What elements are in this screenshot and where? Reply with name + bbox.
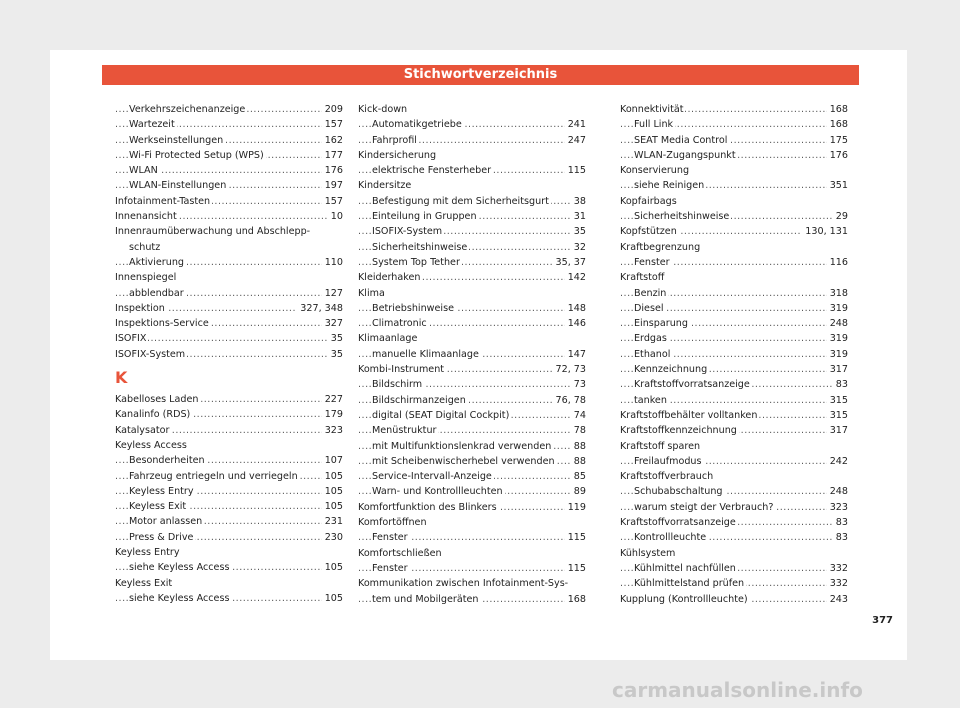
index-entry	[620, 102, 848, 117]
index-column-3	[620, 102, 848, 607]
index-entry-label: Innenansicht	[115, 211, 177, 223]
index-entry-page: 105	[322, 499, 343, 514]
index-entry-page: 351	[827, 178, 848, 193]
index-entry	[115, 407, 343, 422]
index-entry	[358, 408, 586, 423]
index-entry	[620, 454, 848, 469]
index-entry	[115, 438, 343, 453]
index-entry-label: Komfortöffnen	[358, 517, 427, 529]
index-entry-page: 248	[827, 484, 848, 499]
index-entry-label: schutz	[129, 241, 161, 253]
index-entry-page: 105	[322, 591, 343, 606]
index-entry-page: 88	[571, 454, 586, 469]
index-column-2	[358, 102, 586, 607]
index-entry-label: Kraftstoffverbrauch	[620, 471, 714, 483]
index-entry-label: tanken	[634, 394, 667, 406]
index-entry-page: 319	[827, 331, 848, 346]
index-entry	[620, 362, 848, 377]
index-entry-label: Sicherheitshinweise	[634, 211, 730, 223]
index-entry-page: 247	[565, 133, 586, 148]
index-entry	[358, 592, 586, 607]
index-entry-label: Kühlmittel nachfüllen	[634, 562, 736, 574]
index-entry	[358, 270, 586, 285]
index-entry-label: siehe Reinigen	[634, 180, 705, 192]
index-entry	[115, 286, 343, 301]
index-column-1	[115, 102, 343, 606]
index-entry	[115, 484, 343, 499]
index-entry-label: Kraftstoffkennzeichnung	[620, 425, 737, 437]
index-entry-label: Kabelloses Laden	[115, 394, 199, 406]
index-entry	[358, 454, 586, 469]
index-entry-label: Befestigung mit dem Sicherheitsgurt	[372, 195, 549, 207]
index-entry-label: Kennzeichnung	[634, 364, 708, 376]
index-entry	[358, 469, 586, 484]
index-entry-page: 83	[833, 515, 848, 530]
index-entry	[620, 163, 848, 178]
index-entry	[358, 393, 586, 408]
index-entry-label: WLAN-Zugangspunkt	[634, 149, 736, 161]
index-entry	[620, 484, 848, 499]
index-entry-page: 315	[827, 408, 848, 423]
index-entry-label: Kühlsystem	[620, 547, 676, 559]
index-entry-label: Konnektivität	[620, 104, 684, 115]
index-entry-page: 146	[565, 316, 586, 331]
index-entry-page: 332	[827, 561, 848, 576]
index-entry-label: Kraftstoff sparen	[620, 440, 701, 452]
index-entry-label: Bildschirm	[372, 379, 423, 391]
index-entry-label: Keyless Exit	[129, 501, 187, 513]
index-entry	[620, 316, 848, 331]
index-entry	[358, 546, 586, 561]
index-entry	[620, 408, 848, 423]
page-header: Stichwortverzeichnis	[102, 65, 859, 85]
index-entry-label: tem und Mobilgeräten	[372, 593, 479, 605]
index-entry-label: siehe Keyless Access	[129, 592, 230, 604]
index-entry-page: 241	[565, 117, 586, 132]
index-entry	[115, 423, 343, 438]
index-entry-label: Kontrollleuchte	[634, 532, 707, 544]
index-entry	[620, 515, 848, 530]
index-entry-label: Kommunikation zwischen Infotainment-Sys-	[358, 578, 569, 590]
index-entry	[358, 439, 586, 454]
index-entry-page: 317	[827, 362, 848, 377]
index-entry	[620, 117, 848, 132]
index-entry	[358, 224, 586, 239]
index-entry-page: 317	[827, 423, 848, 438]
index-entry	[358, 163, 586, 178]
index-entry-label: Kindersicherung	[358, 149, 437, 161]
index-entry-page: 148	[565, 301, 586, 316]
page-number: 377	[872, 615, 893, 626]
index-entry-label: Ethanol	[634, 348, 671, 360]
index-entry-page: 332	[827, 576, 848, 591]
index-entry-page: 74	[571, 408, 586, 423]
index-entry-page: 318	[827, 286, 848, 301]
index-entry-page: 31	[571, 209, 586, 224]
index-entry-label: Freilaufmodus	[634, 455, 702, 467]
index-entry-page: 115	[565, 561, 586, 576]
index-entry	[115, 591, 343, 606]
index-entry-page: 119	[565, 500, 586, 515]
index-entry-label: Kraftstoffvorratsanzeige	[634, 379, 750, 391]
index-entry-label: Press & Drive	[129, 531, 194, 543]
index-entry-label: Kühlmittelstand prüfen	[634, 578, 745, 590]
index-entry-label: Climatronic	[372, 318, 427, 330]
index-entry-label: manuelle Klimaanlage	[372, 348, 479, 360]
index-entry	[620, 576, 848, 591]
index-entry-label: Kraftstoff	[620, 272, 665, 284]
index-entry	[620, 331, 848, 346]
index-entry	[620, 500, 848, 515]
index-entry	[115, 469, 343, 484]
index-entry-page: 115	[565, 530, 586, 545]
index-entry-label: Kindersitze	[358, 180, 412, 192]
index-entry-page: 127	[322, 286, 343, 301]
index-entry-page: 35	[328, 347, 343, 362]
index-entry-label: Infotainment-Tasten	[115, 195, 211, 207]
index-entry	[115, 453, 343, 468]
index-entry-label: Verkehrszeichenanzeige	[129, 104, 246, 115]
index-entry	[358, 301, 586, 316]
manual-page	[50, 50, 907, 660]
index-entry-page: 168	[827, 102, 848, 117]
index-entry-label: Einteilung in Gruppen	[372, 211, 477, 223]
index-entry-label: siehe Keyless Access	[129, 562, 230, 574]
index-entry-label: Katalysator	[115, 424, 170, 436]
index-entry-label: Sicherheitshinweise	[372, 241, 468, 253]
index-entry-label: Kupplung (Kontrollleuchte)	[620, 593, 748, 605]
index-entry	[115, 117, 343, 132]
index-entry-label: Kleiderhaken	[358, 272, 421, 284]
index-entry-page: 110	[322, 255, 343, 270]
index-entry-label: WLAN-Einstellungen	[129, 180, 227, 192]
index-entry	[358, 255, 586, 270]
index-entry	[358, 286, 586, 301]
index-entry	[358, 194, 586, 209]
index-entry-label: Kopfstützen	[620, 226, 677, 238]
index-entry	[358, 209, 586, 224]
index-entry	[358, 515, 586, 530]
index-entry-label: Motor anlassen	[129, 516, 203, 528]
index-entry	[115, 347, 343, 362]
index-entry-label: Wartezeit	[129, 119, 175, 131]
index-entry	[115, 301, 343, 316]
index-entry	[115, 240, 343, 255]
index-entry-label: elektrische Fensterheber	[372, 165, 492, 177]
index-entry-page: 89	[571, 484, 586, 499]
index-entry	[358, 133, 586, 148]
index-entry-page: 105	[322, 469, 343, 484]
index-entry-label: SEAT Media Control	[634, 134, 728, 146]
index-entry	[115, 560, 343, 575]
index-entry	[620, 148, 848, 163]
index-entry-page: 10	[328, 209, 343, 224]
index-entry	[115, 224, 343, 239]
index-entry	[115, 331, 343, 346]
index-entry-label: Fenster	[372, 532, 408, 544]
index-entry	[115, 255, 343, 270]
index-entry	[620, 301, 848, 316]
index-entry-label: mit Multifunktionslenkrad verwenden	[372, 440, 552, 452]
index-entry-label: Kombi-Instrument	[358, 364, 445, 376]
index-entry-label: Fahrzeug entriegeln und verriegeln	[129, 470, 298, 482]
index-entry	[358, 377, 586, 392]
index-entry-page: 179	[322, 407, 343, 422]
index-entry-label: digital (SEAT Digital Cockpit)	[372, 409, 510, 421]
index-entry-label: Benzin	[634, 287, 667, 299]
index-entry-page: 115	[565, 163, 586, 178]
index-entry	[115, 530, 343, 545]
index-entry	[620, 393, 848, 408]
index-entry	[620, 347, 848, 362]
index-entry	[620, 561, 848, 576]
index-entry	[115, 316, 343, 331]
index-entry-page: 248	[827, 316, 848, 331]
index-entry-page: 323	[827, 500, 848, 515]
index-entry-label: Keyless Exit	[115, 577, 173, 589]
index-entry-label: mit Scheibenwischerhebel verwenden	[372, 455, 555, 467]
index-entry-label: Klimaanlage	[358, 333, 418, 345]
index-entry	[620, 439, 848, 454]
index-group-i	[115, 102, 343, 362]
index-entry	[620, 255, 848, 270]
index-entry	[620, 423, 848, 438]
index-entry-page: 327, 348	[297, 301, 343, 316]
index-entry-page: 176	[827, 148, 848, 163]
index-entry-page: 323	[322, 423, 343, 438]
index-entry-page: 319	[827, 347, 848, 362]
index-entry-page: 83	[833, 530, 848, 545]
index-entry	[620, 286, 848, 301]
index-entry	[115, 270, 343, 285]
index-entry	[115, 209, 343, 224]
index-entry-page: 85	[571, 469, 586, 484]
index-entry-label: Full Link	[634, 119, 674, 131]
index-entry-page: 130, 131	[802, 224, 848, 239]
index-entry	[358, 331, 586, 346]
index-entry-page: 227	[322, 392, 343, 407]
index-entry-label: Kraftbegrenzung	[620, 241, 701, 253]
index-entry-label: Werkseinstellungen	[129, 134, 224, 146]
index-entry-page: 175	[827, 133, 848, 148]
index-entry-label: Besonderheiten	[129, 455, 205, 467]
index-entry-label: Keyless Access	[115, 439, 187, 451]
index-entry-label: Keyless Entry	[115, 547, 180, 559]
index-entry-page: 157	[322, 194, 343, 209]
index-entry	[358, 484, 586, 499]
index-entry	[115, 163, 343, 178]
index-entry	[358, 423, 586, 438]
index-entry	[358, 362, 586, 377]
index-entry	[620, 530, 848, 545]
index-entry-page: 197	[322, 178, 343, 193]
index-entry-label: Klima	[358, 287, 385, 299]
index-entry-label: Kick-down	[358, 104, 408, 115]
index-entry	[358, 240, 586, 255]
index-entry-page: 315	[827, 393, 848, 408]
index-entry-label: Kanalinfo (RDS)	[115, 409, 191, 421]
index-entry	[358, 102, 586, 117]
index-entry	[358, 561, 586, 576]
index-entry-label: Innenraumüberwachung und Abschlepp-	[115, 226, 311, 238]
index-entry-label: Inspektions-Service	[115, 318, 209, 330]
index-entry-page: 35, 37	[552, 255, 586, 270]
index-entry-page: 231	[322, 514, 343, 529]
index-group-k	[115, 392, 343, 606]
index-entry	[115, 545, 343, 560]
index-entry-page: 319	[827, 301, 848, 316]
index-entry	[358, 347, 586, 362]
index-entry-label: Erdgas	[634, 333, 667, 345]
index-entry-label: Menüstruktur	[372, 425, 437, 437]
index-entry-page: 107	[322, 453, 343, 468]
index-entry	[115, 178, 343, 193]
index-entry	[620, 469, 848, 484]
index-entry-label: Fenster	[372, 562, 408, 574]
index-entry	[115, 514, 343, 529]
index-entry-page: 88	[571, 439, 586, 454]
index-entry-label: Komfortfunktion des Blinkers	[358, 501, 497, 513]
index-entry-label: Innenspiegel	[115, 272, 177, 284]
index-entry-page: 327	[322, 316, 343, 331]
index-entry-label: Kopfairbags	[620, 195, 677, 207]
index-entry-page: 76, 78	[552, 393, 586, 408]
index-entry	[620, 546, 848, 561]
index-entry-label: Aktivierung	[129, 256, 184, 268]
index-entry	[620, 377, 848, 392]
index-entry	[115, 392, 343, 407]
index-entry	[620, 178, 848, 193]
index-entry-label: Fenster	[634, 256, 670, 268]
index-entry-label: Fahrprofil	[372, 134, 417, 146]
index-entry-label: Diesel	[634, 302, 664, 314]
index-entry-label: System Top Tether	[372, 256, 460, 268]
index-entry-page: 162	[322, 133, 343, 148]
index-entry	[358, 178, 586, 193]
index-entry-label: Betriebshinweise	[372, 302, 454, 314]
index-entry	[358, 576, 586, 591]
index-entry-page: 32	[571, 240, 586, 255]
index-entry-label: Automatikgetriebe	[372, 119, 462, 131]
index-entry-page: 35	[328, 331, 343, 346]
index-entry-page: 176	[322, 163, 343, 178]
index-entry-page: 35	[571, 224, 586, 239]
index-entry	[620, 592, 848, 607]
index-entry	[115, 194, 343, 209]
index-entry-label: Kraftstoffvorratsanzeige	[620, 517, 736, 529]
index-entry	[620, 209, 848, 224]
index-entry-page: 72, 73	[552, 362, 586, 377]
index-entry-page: 243	[827, 592, 848, 607]
index-entry-label: Bildschirmanzeigen	[372, 394, 466, 406]
index-entry-page: 38	[571, 194, 586, 209]
index-entry-page: 105	[322, 484, 343, 499]
index-entry	[115, 133, 343, 148]
index-entry-page: 83	[833, 377, 848, 392]
index-entry	[620, 240, 848, 255]
index-entry-page: 105	[322, 560, 343, 575]
index-entry-page: 116	[827, 255, 848, 270]
index-entry	[358, 500, 586, 515]
index-entry-page: 78	[571, 423, 586, 438]
index-entry-label: Inspektion	[115, 302, 165, 314]
index-entry-label: Schubabschaltung	[634, 486, 723, 498]
index-entry	[115, 102, 343, 117]
index-entry-page: 177	[322, 148, 343, 163]
index-entry-page: 242	[827, 454, 848, 469]
index-entry-label: WLAN	[129, 165, 158, 177]
index-entry	[358, 316, 586, 331]
index-entry-label: Einsparung	[634, 318, 688, 330]
index-entry-label: Konservierung	[620, 165, 690, 177]
index-entry-label: Komfortschließen	[358, 547, 442, 559]
index-entry-label: ISOFIX-System	[115, 348, 186, 360]
index-entry	[115, 499, 343, 514]
index-entry-label: Wi-Fi Protected Setup (WPS)	[129, 149, 264, 161]
index-entry-page: 230	[322, 530, 343, 545]
index-entry-label: Keyless Entry	[129, 485, 194, 497]
index-entry	[620, 133, 848, 148]
index-entry-label: Service-Intervall-Anzeige	[372, 471, 492, 483]
index-entry-page: 142	[565, 270, 586, 285]
index-entry-label: abblendbar	[129, 287, 184, 299]
index-entry-label: Warn- und Kontrollleuchten	[372, 486, 503, 498]
index-entry	[358, 148, 586, 163]
index-letter-heading: K	[115, 368, 128, 388]
index-entry-page: 147	[565, 347, 586, 362]
index-entry	[115, 576, 343, 591]
index-entry-page: 209	[322, 102, 343, 117]
index-entry	[358, 117, 586, 132]
index-entry-page: 168	[827, 117, 848, 132]
index-entry	[358, 530, 586, 545]
index-entry	[620, 194, 848, 209]
index-entry	[620, 270, 848, 285]
index-entry-label: Kraftstoffbehälter volltanken	[620, 409, 758, 421]
watermark-text: carmanualsonline.info	[612, 678, 863, 702]
index-entry	[620, 224, 848, 239]
index-entry-label: ISOFIX	[115, 333, 147, 345]
index-entry-page: 157	[322, 117, 343, 132]
index-entry-page: 73	[571, 377, 586, 392]
index-entry	[115, 148, 343, 163]
index-entry-page: 29	[833, 209, 848, 224]
index-entry-page: 168	[565, 592, 586, 607]
index-entry-label: warum steigt der Verbrauch?	[634, 501, 774, 513]
index-entry-label: ISOFIX-System	[372, 226, 443, 238]
